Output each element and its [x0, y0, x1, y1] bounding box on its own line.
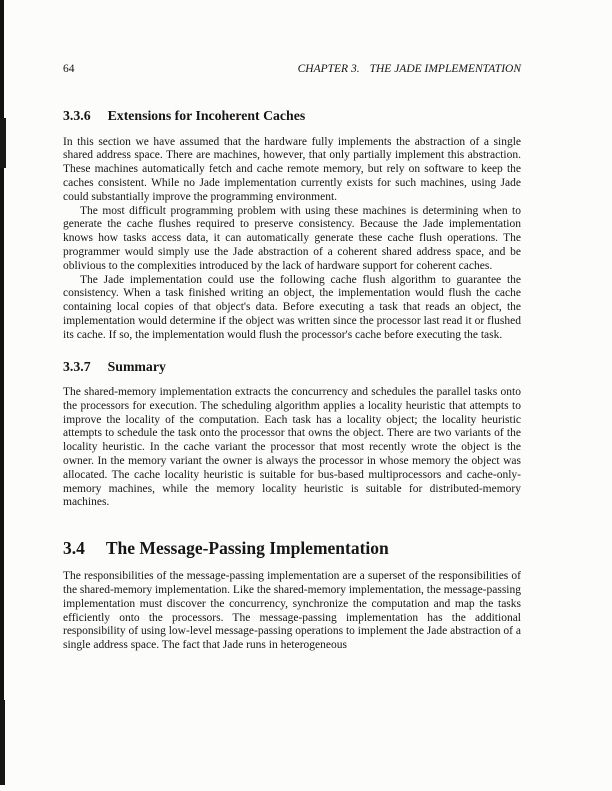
paragraph: In this section we have assumed that the hardware fully implements the abstraction of a single shared address space. There are machines, however, that only partially implement this abstraction. These machines automatically fetch and cache remote memory, but rely on software to keep the caches consistent. While no Jade implementation currently exists for such machines, using Jade could substantially improve the programming environment.	[63, 135, 521, 203]
page-number: 64	[63, 63, 75, 75]
section-number: 3.3.6	[63, 108, 91, 123]
page-content	[63, 62, 521, 653]
scan-edge-artifact	[0, 0, 4, 785]
chapter-title: THE JADE IMPLEMENTATION	[369, 63, 521, 75]
section-title: Summary	[107, 358, 166, 374]
paragraph: The responsibilities of the message-passing implementation are a superset of the responsibilities of the shared-memory implementation. Like the shared-memory implementation, the message-passing implementation must discover the concurrency, synchronize the computation and map the tasks efficiently onto the processors. The message-passing implementation has the additional responsibility of using low-level message-passing operations to implement the Jade abstraction of a single address space. The fact that Jade runs in heterogeneous	[63, 570, 521, 652]
section-title: Extensions for Incoherent Caches	[107, 108, 306, 123]
section-number: 3.4	[63, 538, 85, 559]
running-header	[63, 62, 521, 76]
paragraph: The shared-memory implementation extracts the concurrency and schedules the parallel tasks onto the processors for execution. The scheduling algorithm applies a locality heuristic that attempts to improve the locality of the computation. Each task has a locality object; the locality heuristic attempts to schedule the task onto the processor that owns the object. There are two variants of the locality heuristic. In the cache variant the processor that most recently wrote the object is the owner. In the memory variant the owner is always the processor in whose memory the object was allocated. The cache locality heuristic is suitable for bus-based multiprocessors and cache-only-memory machines, while the memory locality heuristic is suitable for distributed-memory machines.	[63, 386, 521, 509]
section-heading-3-3-7	[63, 359, 521, 376]
section-title: The Message-Passing Implementation	[105, 538, 389, 559]
chapter-label: CHAPTER 3.	[297, 63, 360, 75]
section-heading-3-4	[63, 538, 521, 559]
section-heading-3-3-6	[63, 108, 521, 125]
chapter-running-title	[298, 62, 521, 76]
paragraph: The Jade implementation could use the following cache flush algorithm to guarantee the consistency. When a task finished writing an object, the implementation would flush the cache containing local copies of that object's data. Before executing a task that reads an object, the implementation would determine if the object was written since the processor last read it or flushed its cache. If so, the implementation would flush the processor's cache before executing the task.	[63, 273, 521, 341]
section-number: 3.3.7	[63, 358, 91, 374]
paragraph: The most difficult programming problem with using these machines is determining when to generate the cache flushes required to preserve consistency. Because the Jade implementation knows how tasks access data, it can automatically generate these cache flush operations. The programmer would simply use the Jade abstraction of a coherent shared address space, and be oblivious to the complexities introduced by the lack of hardware support for coherent caches.	[63, 204, 521, 272]
